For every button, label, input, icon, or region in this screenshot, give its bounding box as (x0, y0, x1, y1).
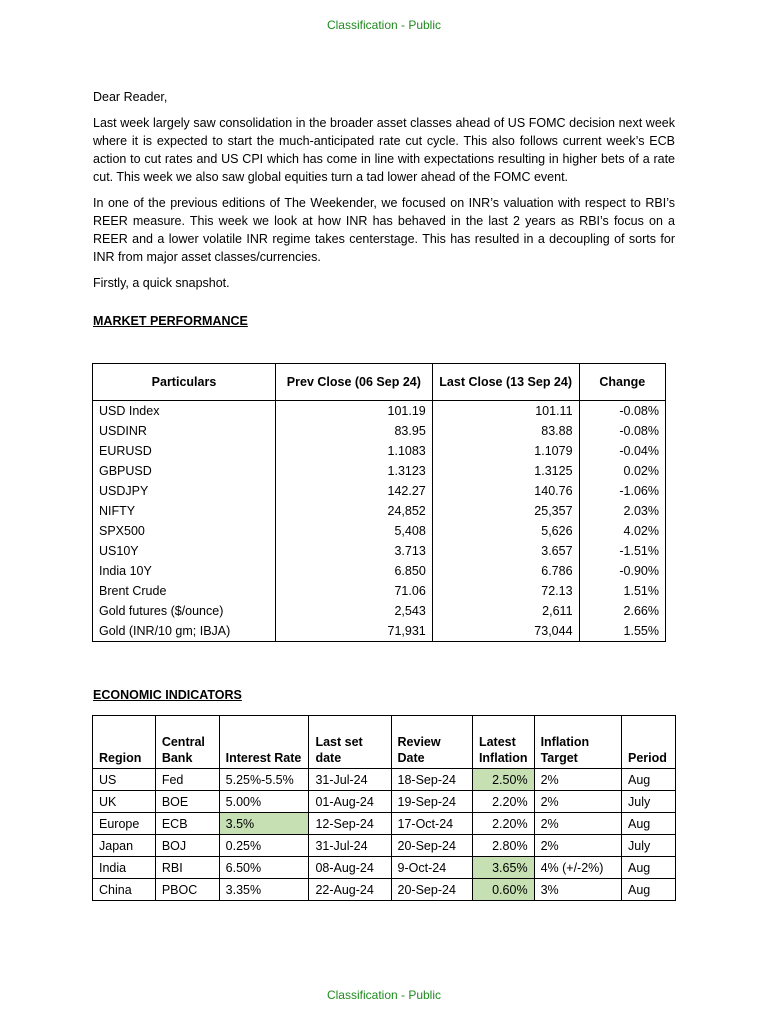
table-cell: PBOC (155, 879, 219, 901)
table-cell: 24,852 (275, 501, 432, 521)
column-header: Interest Rate (219, 716, 309, 769)
table-cell: 73,044 (432, 621, 579, 642)
table-cell: 2% (534, 791, 621, 813)
table-cell: 6.786 (432, 561, 579, 581)
table-cell: NIFTY (93, 501, 276, 521)
table-cell: US (93, 769, 156, 791)
table-row (93, 769, 676, 791)
paragraph-2: In one of the previous editions of The Weekender, we focused on INR’s valuation with respect to RBI’s REER measure. This week we look at how INR has behaved in the last 2 years as RBI’s focus on a REER and a lower volatile INR regime takes centerstage. This has resulted in a decoupling of sorts for INR from major asset classes/currencies. (93, 196, 675, 264)
table-cell: July (622, 791, 676, 813)
table-cell: 1.55% (579, 621, 665, 642)
table-cell: 4% (+/-2%) (534, 857, 621, 879)
table-row (93, 461, 666, 481)
table-cell: 3.65% (472, 857, 534, 879)
table-cell: Brent Crude (93, 581, 276, 601)
table-cell: 3.713 (275, 541, 432, 561)
table-cell: Aug (622, 813, 676, 835)
table-cell: -0.04% (579, 441, 665, 461)
column-header: Central Bank (155, 716, 219, 769)
table-row (93, 421, 666, 441)
table-cell: 142.27 (275, 481, 432, 501)
table-cell: 12-Sep-24 (309, 813, 391, 835)
table-cell: USD Index (93, 401, 276, 422)
table-cell: 2.20% (472, 791, 534, 813)
table-cell: 72.13 (432, 581, 579, 601)
table-cell: 1.51% (579, 581, 665, 601)
table-cell: 3.657 (432, 541, 579, 561)
table-cell: Gold futures ($/ounce) (93, 601, 276, 621)
market-performance-table (92, 363, 666, 642)
table-cell: 4.02% (579, 521, 665, 541)
market-performance-title: MARKET PERFORMANCE (93, 314, 248, 328)
column-header: Prev Close (06 Sep 24) (275, 364, 432, 401)
table-cell: -1.06% (579, 481, 665, 501)
table-row (93, 813, 676, 835)
column-header: Review Date (391, 716, 472, 769)
table-cell: 2% (534, 769, 621, 791)
table-cell: 31-Jul-24 (309, 835, 391, 857)
table-row (93, 481, 666, 501)
column-header: Latest Inflation (472, 716, 534, 769)
table-cell: 83.88 (432, 421, 579, 441)
table-row (93, 879, 676, 901)
table-cell: 6.50% (219, 857, 309, 879)
table-cell: UK (93, 791, 156, 813)
table-cell: India 10Y (93, 561, 276, 581)
table-cell: USDJPY (93, 481, 276, 501)
table-cell: BOJ (155, 835, 219, 857)
table-cell: 3.35% (219, 879, 309, 901)
table-row (93, 501, 666, 521)
table-cell: 6.850 (275, 561, 432, 581)
economic-indicators-title: ECONOMIC INDICATORS (93, 688, 242, 702)
table-cell: 2.20% (472, 813, 534, 835)
classification-header: Classification - Public (326, 18, 442, 32)
column-header: Region (93, 716, 156, 769)
column-header: Inflation Target (534, 716, 621, 769)
table-cell: 5.25%-5.5% (219, 769, 309, 791)
table-row (93, 541, 666, 561)
paragraph-3: Firstly, a quick snapshot. (93, 276, 230, 290)
table-cell: 71,931 (275, 621, 432, 642)
table-cell: 2.03% (579, 501, 665, 521)
table-cell: 2.80% (472, 835, 534, 857)
table-cell: ECB (155, 813, 219, 835)
table-cell: 2% (534, 813, 621, 835)
table-cell: 5.00% (219, 791, 309, 813)
table-cell: 2% (534, 835, 621, 857)
table-row (93, 857, 676, 879)
table-cell: 0.02% (579, 461, 665, 481)
table-cell: Aug (622, 769, 676, 791)
table-row (93, 791, 676, 813)
table-cell: 31-Jul-24 (309, 769, 391, 791)
table-cell: -0.90% (579, 561, 665, 581)
table-cell: 2,611 (432, 601, 579, 621)
table-cell: 19-Sep-24 (391, 791, 472, 813)
table-cell: -1.51% (579, 541, 665, 561)
table-cell: 20-Sep-24 (391, 835, 472, 857)
table-cell: Aug (622, 857, 676, 879)
table-cell: Japan (93, 835, 156, 857)
table-cell: 101.11 (432, 401, 579, 422)
table-cell: 83.95 (275, 421, 432, 441)
table-row (93, 581, 666, 601)
letter-body (93, 88, 675, 300)
table-row (93, 835, 676, 857)
table-cell: 140.76 (432, 481, 579, 501)
table-cell: USDINR (93, 421, 276, 441)
table-row (93, 601, 666, 621)
table-row (93, 521, 666, 541)
table-cell: GBPUSD (93, 461, 276, 481)
table-cell: Gold (INR/10 gm; IBJA) (93, 621, 276, 642)
table-cell: 20-Sep-24 (391, 879, 472, 901)
table-cell: 08-Aug-24 (309, 857, 391, 879)
paragraph-1: Last week largely saw consolidation in the broader asset classes ahead of US FOMC decision next week where it is expected to start the much-anticipated rate cut cycle. This also follows current week’s ECB action to cut rates and US CPI which has come in line with expectations resulting in higher bets of a rate cut. This week we also saw global equities turn a tad lower ahead of the FOMC event. (93, 116, 675, 184)
table-cell: 25,357 (432, 501, 579, 521)
table-cell: 18-Sep-24 (391, 769, 472, 791)
table-cell: July (622, 835, 676, 857)
table-cell: India (93, 857, 156, 879)
table-cell: Europe (93, 813, 156, 835)
table-cell: 2.50% (472, 769, 534, 791)
table-cell: 2,543 (275, 601, 432, 621)
column-header: Change (579, 364, 665, 401)
table-cell: -0.08% (579, 421, 665, 441)
table-cell: 1.3125 (432, 461, 579, 481)
table-cell: Fed (155, 769, 219, 791)
table-cell: 5,626 (432, 521, 579, 541)
classification-footer: Classification - Public (326, 988, 442, 1002)
table-cell: China (93, 879, 156, 901)
table-row (93, 441, 666, 461)
table-cell: 1.1083 (275, 441, 432, 461)
greeting: Dear Reader, (93, 90, 168, 104)
economic-indicators-table (92, 715, 676, 901)
table-cell: 9-Oct-24 (391, 857, 472, 879)
column-header: Period (622, 716, 676, 769)
table-cell: 101.19 (275, 401, 432, 422)
table-cell: SPX500 (93, 521, 276, 541)
column-header: Last set date (309, 716, 391, 769)
table-cell: 3% (534, 879, 621, 901)
table-row (93, 401, 666, 422)
table-cell: BOE (155, 791, 219, 813)
table-header-row (93, 364, 666, 401)
table-row (93, 561, 666, 581)
table-cell: 1.3123 (275, 461, 432, 481)
column-header: Particulars (93, 364, 276, 401)
table-cell: RBI (155, 857, 219, 879)
table-cell: Aug (622, 879, 676, 901)
column-header: Last Close (13 Sep 24) (432, 364, 579, 401)
table-cell: 1.1079 (432, 441, 579, 461)
table-header-row (93, 716, 676, 769)
table-cell: 17-Oct-24 (391, 813, 472, 835)
table-cell: 0.25% (219, 835, 309, 857)
table-cell: 3.5% (219, 813, 309, 835)
table-cell: EURUSD (93, 441, 276, 461)
table-cell: -0.08% (579, 401, 665, 422)
table-cell: 5,408 (275, 521, 432, 541)
table-cell: 71.06 (275, 581, 432, 601)
table-cell: 2.66% (579, 601, 665, 621)
table-cell: 22-Aug-24 (309, 879, 391, 901)
table-row (93, 621, 666, 642)
table-cell: US10Y (93, 541, 276, 561)
table-cell: 0.60% (472, 879, 534, 901)
table-cell: 01-Aug-24 (309, 791, 391, 813)
